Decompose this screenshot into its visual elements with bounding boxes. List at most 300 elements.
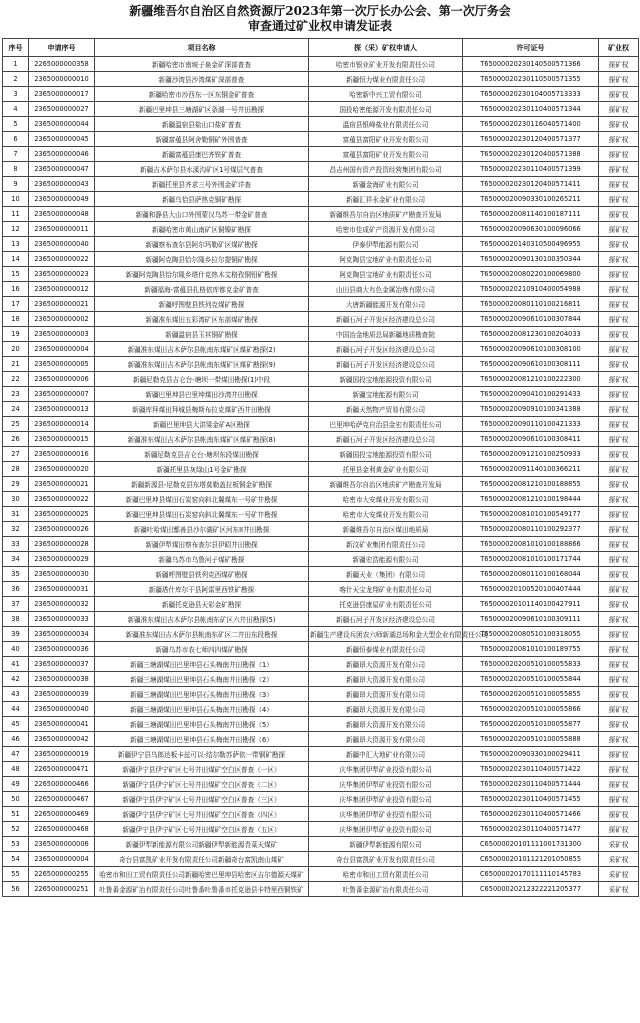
cell-license-no: T65000020080510100318055	[463, 627, 599, 642]
cell-application-no: 2365000000043	[29, 177, 95, 192]
cell-application-no: 2365000000040	[29, 702, 95, 717]
cell-project-name: 新疆哈密市南坡子泉金矿深部普查	[95, 57, 309, 72]
cell-index: 23	[3, 387, 29, 402]
table-row	[3, 522, 639, 537]
cell-right-type: 探矿权	[599, 282, 639, 297]
table-row	[3, 162, 639, 177]
cell-application-no: 2365000000026	[29, 522, 95, 537]
cell-right-type: 探矿权	[599, 417, 639, 432]
table-row	[3, 57, 639, 72]
cell-index: 37	[3, 597, 29, 612]
cell-index: 14	[3, 252, 29, 267]
table-row	[3, 342, 639, 357]
cell-license-no: T65000020230120400571411	[463, 177, 599, 192]
cell-license-no: T65000020230110400571422	[463, 762, 599, 777]
cell-application-no: 2365000000025	[29, 507, 95, 522]
table-row	[3, 567, 639, 582]
cell-index: 43	[3, 687, 29, 702]
cell-applicant: 新疆昂大资源开发有限公司	[309, 672, 463, 687]
cell-license-no: T65000020230110400571455	[463, 792, 599, 807]
cell-application-no: 2365000000044	[29, 117, 95, 132]
cell-applicant: 新疆昂大资源开发有限公司	[309, 657, 463, 672]
cell-applicant: 阿克陶县宝地矿业有限责任公司	[309, 252, 463, 267]
table-row	[3, 807, 639, 822]
cell-application-no: 2365000000045	[29, 132, 95, 147]
cell-right-type: 探矿权	[599, 552, 639, 567]
cell-right-type: 探矿权	[599, 672, 639, 687]
cell-index: 40	[3, 642, 29, 657]
cell-index: 22	[3, 372, 29, 387]
cell-project-name: 新疆尼勒克县吉仑台-塘坝一带煤田勘探(1)中段	[95, 372, 309, 387]
cell-right-type: 采矿权	[599, 837, 639, 852]
cell-index: 13	[3, 237, 29, 252]
cell-application-no: 2265000000255	[29, 867, 95, 882]
cell-applicant: 新疆恒泰煤业有限责任公司	[309, 642, 463, 657]
cell-application-no: 2365000000037	[29, 657, 95, 672]
cell-index: 54	[3, 852, 29, 867]
cell-project-name: 新疆塔什库尔干县阿雷里西铁矿勘探	[95, 582, 309, 597]
cell-applicant: 奇台县富凯矿业开发有限责任公司	[309, 852, 463, 867]
cell-project-name: 新疆准东煤田吉木萨尔县帐南东矿区二井田东段勘探	[95, 627, 309, 642]
cell-application-no: 2365000000006	[29, 372, 95, 387]
cell-project-name: 新疆福海-富蕴县扎格依库都克金矿普查	[95, 282, 309, 297]
cell-applicant: 庆华集团伊犁矿业投资有限公司	[309, 807, 463, 822]
cell-application-no: 2365000000049	[29, 192, 95, 207]
cell-right-type: 探矿权	[599, 792, 639, 807]
cell-project-name: 新疆新源县-尼勒克县东塔莫勒盖拉板铜金矿勘探	[95, 477, 309, 492]
cell-project-name: 新疆吐哈煤田鄯善县沙尔湖矿区河东II井田勘探	[95, 522, 309, 537]
cell-right-type: 探矿权	[599, 807, 639, 822]
cell-right-type: 采矿权	[599, 867, 639, 882]
table-row	[3, 837, 639, 852]
cell-index: 30	[3, 492, 29, 507]
cell-license-no: T65000020230110400571399	[463, 162, 599, 177]
cell-project-name: 新疆乌苏市农七师四四煤矿勘探	[95, 642, 309, 657]
cell-applicant: 阿克陶县宝地矿业有限责任公司	[309, 267, 463, 282]
cell-right-type: 探矿权	[599, 387, 639, 402]
cell-applicant: 新疆石河子开发区经济建设总公司	[309, 432, 463, 447]
cell-application-no: 2365000000033	[29, 612, 95, 627]
document-subtitle: 审查通过矿业权申请发证表	[247, 19, 392, 33]
cell-index: 41	[3, 657, 29, 672]
cell-license-no: T65000020081230100204033	[463, 327, 599, 342]
table-row	[3, 492, 639, 507]
cell-project-name: 吐鲁番金源矿冶有限责任公司吐鲁番吐鲁番市托克逊县卡特里西铜铁矿	[95, 882, 309, 897]
cell-project-name: 新疆伊犁新能源有限公司新疆伊犁新能源青菜天煤矿	[95, 837, 309, 852]
cell-application-no: 2365000000005	[29, 357, 95, 372]
cell-application-no: 2365000000016	[29, 447, 95, 462]
table-row	[3, 537, 639, 552]
cell-applicant: 巴里坤哈萨克自治县金宏有限责任公司	[309, 417, 463, 432]
table-row	[3, 372, 639, 387]
cell-project-name: 新疆准东煤田吉木萨尔县帐南东煤矿区煤矿勘探(9)	[95, 357, 309, 372]
cell-right-type: 探矿权	[599, 702, 639, 717]
table-row	[3, 447, 639, 462]
cell-index: 16	[3, 282, 29, 297]
table-row	[3, 132, 639, 147]
cell-index: 7	[3, 147, 29, 162]
cell-application-no: 2365000000046	[29, 147, 95, 162]
cell-project-name: 新疆富蕴县阿舍勒铜矿外围普查	[95, 132, 309, 147]
cell-index: 38	[3, 612, 29, 627]
document-title: 新疆维吾尔自治区自然资源厅2023年第一次厅长办公会、第一次厅务会	[129, 4, 511, 18]
cell-applicant: 吐鲁番金源矿冶有限责任公司	[309, 882, 463, 897]
cell-project-name: 新疆准东煤田吉木萨尔县帐南东矿区六井田勘探(5)	[95, 612, 309, 627]
cell-right-type: 探矿权	[599, 522, 639, 537]
header-index: 序号	[3, 39, 29, 57]
cell-right-type: 探矿权	[599, 342, 639, 357]
cell-license-no: T65000020080110100168044	[463, 567, 599, 582]
cell-index: 44	[3, 702, 29, 717]
cell-license-no: T65000020200510100055855	[463, 687, 599, 702]
cell-applicant: 新疆石河子开发区经济建设总公司	[309, 312, 463, 327]
cell-application-no: 2365000000042	[29, 732, 95, 747]
cell-right-type: 探矿权	[599, 582, 639, 597]
cell-license-no: T65000020200510100055844	[463, 672, 599, 687]
cell-project-name: 新疆伊宁县伊宁矿区七号井田煤矿空白区普查（四区）	[95, 807, 309, 822]
cell-applicant: 新疆昂大资源开发有限公司	[309, 732, 463, 747]
cell-application-no: 2265000000467	[29, 792, 95, 807]
table-row	[3, 297, 639, 312]
cell-license-no: T65000020230110500571355	[463, 72, 599, 87]
cell-right-type: 探矿权	[599, 507, 639, 522]
cell-index: 52	[3, 822, 29, 837]
cell-license-no: C65000020170111110145783	[463, 867, 599, 882]
cell-license-no: T65000020230110400571477	[463, 822, 599, 837]
cell-right-type: 探矿权	[599, 777, 639, 792]
cell-right-type: 探矿权	[599, 627, 639, 642]
cell-right-type: 探矿权	[599, 207, 639, 222]
cell-license-no: T65000020101140100427911	[463, 597, 599, 612]
cell-license-no: T65000020081210100188855	[463, 477, 599, 492]
cell-project-name: 新疆三塘湖煤田巴里坤县石头梅南井田勘探（4）	[95, 702, 309, 717]
table-row	[3, 687, 639, 702]
table-row	[3, 882, 639, 897]
cell-applicant: 庆华集团伊犁矿业投资有限公司	[309, 777, 463, 792]
cell-project-name: 新疆温宿县盐山口盐矿普查	[95, 117, 309, 132]
cell-application-no: 2365000000017	[29, 87, 95, 102]
cell-right-type: 探矿权	[599, 747, 639, 762]
cell-applicant: 哈密新中兴工贸有限公司	[309, 87, 463, 102]
cell-project-name: 新疆准东煤田吉木萨尔县帐南东煤矿区煤矿勘探(8)	[95, 432, 309, 447]
cell-application-no: 2365000000032	[29, 597, 95, 612]
table-row	[3, 612, 639, 627]
cell-right-type: 探矿权	[599, 222, 639, 237]
table-row	[3, 177, 639, 192]
cell-index: 33	[3, 537, 29, 552]
cell-applicant: 温宿县银峰盐业有限责任公司	[309, 117, 463, 132]
cell-applicant: 山田县商大有色金属冶炼有限公司	[309, 282, 463, 297]
cell-applicant: 哈密市大安煤业开发有限公司	[309, 507, 463, 522]
header-license-no: 许可证号	[463, 39, 599, 57]
cell-right-type: 探矿权	[599, 192, 639, 207]
cell-project-name: 新疆乌苏市乌鲁河子煤矿勘探	[95, 552, 309, 567]
cell-right-type: 探矿权	[599, 717, 639, 732]
cell-index: 47	[3, 747, 29, 762]
cell-license-no: T65000020230116040571400	[463, 117, 599, 132]
cell-right-type: 探矿权	[599, 372, 639, 387]
cell-project-name: 奇台县富凯矿业开发有限责任公司新疆奇台富凯南山煤矿	[95, 852, 309, 867]
cell-index: 2	[3, 72, 29, 87]
cell-application-no: 2365000000007	[29, 387, 95, 402]
cell-applicant: 中国冶金地质总局新疆地质勘查院	[309, 327, 463, 342]
cell-application-no: 2365000000013	[29, 402, 95, 417]
cell-project-name: 哈密市和田工贸有限责任公司新疆哈密巴里坤县哈密区吉尔德源天煤矿	[95, 867, 309, 882]
cell-applicant: 富蕴县富阳矿业开发有限公司	[309, 147, 463, 162]
cell-applicant: 哈密市和田工贸有限责任公司	[309, 867, 463, 882]
cell-index: 4	[3, 102, 29, 117]
cell-project-name: 新疆巴里坤县煤田石炭窑向斜北翼煤东一号矿井勘探	[95, 507, 309, 522]
cell-application-no: 2365000000011	[29, 222, 95, 237]
header-application-no: 申请序号	[29, 39, 95, 57]
cell-license-no: T65000020230120400571377	[463, 132, 599, 147]
cell-index: 39	[3, 627, 29, 642]
cell-right-type: 探矿权	[599, 297, 639, 312]
cell-index: 9	[3, 177, 29, 192]
cell-application-no: 2365000000004	[29, 852, 95, 867]
cell-right-type: 探矿权	[599, 657, 639, 672]
cell-index: 24	[3, 402, 29, 417]
cell-license-no: T65000020081010100549177	[463, 507, 599, 522]
cell-license-no: T65000020090610100308411	[463, 432, 599, 447]
cell-license-no: T65000020230120400571388	[463, 147, 599, 162]
cell-index: 51	[3, 807, 29, 822]
cell-right-type: 探矿权	[599, 612, 639, 627]
cell-applicant: 新疆石河子开发区经济建设总公司	[309, 342, 463, 357]
cell-license-no: T65000020140310500496955	[463, 237, 599, 252]
cell-right-type: 探矿权	[599, 597, 639, 612]
cell-applicant: 昌吉州国有资产投资经营集团有限公司	[309, 162, 463, 177]
table-row	[3, 432, 639, 447]
cell-license-no: T65000020081010100189755	[463, 642, 599, 657]
cell-application-no: 2365000000021	[29, 297, 95, 312]
cell-project-name: 新疆和静县大山口外围蒙汉乌苏一带金矿普查	[95, 207, 309, 222]
cell-application-no: 2365000000002	[29, 312, 95, 327]
cell-project-name: 新疆乌恰县萨热克铜矿勘探	[95, 192, 309, 207]
cell-license-no: T65000020200510100055888	[463, 732, 599, 747]
table-row	[3, 147, 639, 162]
table-row	[3, 747, 639, 762]
cell-index: 1	[3, 57, 29, 72]
cell-application-no: 2365000000038	[29, 672, 95, 687]
cell-license-no: T65000020090410100291433	[463, 387, 599, 402]
table-row	[3, 237, 639, 252]
cell-index: 25	[3, 417, 29, 432]
cell-project-name: 新疆三塘湖煤田巴里坤县石头梅南井田勘探（6）	[95, 732, 309, 747]
cell-project-name: 新疆库拜煤田拜城县梅斯布拉克煤矿西井田勘探	[95, 402, 309, 417]
cell-project-name: 新疆阿克陶县恰尔隆乡塔什克热木艾格孜铜铅矿勘探	[95, 267, 309, 282]
cell-application-no: 2265000000471	[29, 762, 95, 777]
cell-index: 31	[3, 507, 29, 522]
cell-right-type: 探矿权	[599, 312, 639, 327]
cell-index: 49	[3, 777, 29, 792]
cell-project-name: 新疆温宿县玉其铜矿勘探	[95, 327, 309, 342]
table-row	[3, 222, 639, 237]
cell-license-no: T65000020090910100341388	[463, 402, 599, 417]
cell-index: 20	[3, 342, 29, 357]
table-row	[3, 552, 639, 567]
cell-project-name: 新疆托克逊县天彩金矿勘探	[95, 597, 309, 612]
header-project-name: 项目名称	[95, 39, 309, 57]
table-row	[3, 732, 639, 747]
cell-application-no: 2365000000027	[29, 102, 95, 117]
cell-right-type: 探矿权	[599, 447, 639, 462]
cell-right-type: 探矿权	[599, 537, 639, 552]
cell-applicant: 新疆汇祥永金矿业有限公司	[309, 192, 463, 207]
cell-index: 18	[3, 312, 29, 327]
header-applicant: 探（采）矿权申请人	[309, 39, 463, 57]
cell-index: 53	[3, 837, 29, 852]
cell-project-name: 新疆三塘湖煤田巴里坤县石头梅南井田勘探（5）	[95, 717, 309, 732]
cell-index: 12	[3, 222, 29, 237]
cell-right-type: 探矿权	[599, 357, 639, 372]
cell-index: 21	[3, 357, 29, 372]
table-row	[3, 252, 639, 267]
table-row	[3, 582, 639, 597]
table-row	[3, 207, 639, 222]
cell-application-no: 2365000000036	[29, 642, 95, 657]
table-row	[3, 117, 639, 132]
cell-right-type: 探矿权	[599, 162, 639, 177]
cell-project-name: 新疆富蕴县康巴齐铁矿普查	[95, 147, 309, 162]
cell-license-no: T65000020091210100250933	[463, 447, 599, 462]
cell-right-type: 探矿权	[599, 147, 639, 162]
cell-license-no: T65000020090110100421333	[463, 417, 599, 432]
cell-license-no: T65000020081010100188866	[463, 537, 599, 552]
cell-license-no: T65000020080110100292377	[463, 522, 599, 537]
cell-license-no: T65000020230140500571366	[463, 57, 599, 72]
cell-applicant: 庆华集团伊犁矿业投资有限公司	[309, 822, 463, 837]
cell-index: 34	[3, 552, 29, 567]
cell-index: 55	[3, 867, 29, 882]
cell-project-name: 新疆伊宁县伊宁矿区七号井田煤矿空白区普查（一区）	[95, 762, 309, 777]
table-row	[3, 852, 639, 867]
cell-application-no: 2265000000469	[29, 807, 95, 822]
cell-applicant: 新疆国投宝地能源投资有限公司	[309, 447, 463, 462]
cell-project-name: 新疆呼图壁县铁列克煤矿勘探	[95, 297, 309, 312]
table-row	[3, 672, 639, 687]
cell-application-no: 2365000000023	[29, 267, 95, 282]
cell-index: 28	[3, 462, 29, 477]
table-row	[3, 507, 639, 522]
table-row	[3, 777, 639, 792]
cell-right-type: 探矿权	[599, 492, 639, 507]
cell-applicant: 新疆伊犁新能源有限公司	[309, 837, 463, 852]
cell-project-name: 新疆三塘湖煤田巴里坤县石头梅南井田勘探（2）	[95, 672, 309, 687]
cell-right-type: 探矿权	[599, 732, 639, 747]
table-row	[3, 387, 639, 402]
table-row	[3, 102, 639, 117]
cell-application-no: 2365000000048	[29, 207, 95, 222]
cell-project-name: 新疆吉木萨尔县水溪沟矿区1号煤层气普查	[95, 162, 309, 177]
table-row	[3, 597, 639, 612]
cell-right-type: 探矿权	[599, 267, 639, 282]
cell-license-no: T65000020230110400571444	[463, 777, 599, 792]
cell-project-name: 新疆哈密市黄山南矿区铜镍矿勘探	[95, 222, 309, 237]
cell-project-name: 新疆巴里坤县煤田石炭窑向斜北翼煤东一号矿井勘探	[95, 492, 309, 507]
cell-application-no: 2365000000019	[29, 747, 95, 762]
cell-project-name: 新疆哈密市沙西东一区东铜金矿普查	[95, 87, 309, 102]
permit-table	[2, 38, 639, 897]
cell-project-name: 新疆伊宁县伊宁矿区七号井田煤矿空白区普查（三区）	[95, 792, 309, 807]
cell-application-no: 2265000000251	[29, 882, 95, 897]
cell-license-no: T65000020090630100096066	[463, 222, 599, 237]
cell-application-no: 2365000000034	[29, 627, 95, 642]
header-row	[3, 39, 639, 57]
table-row	[3, 717, 639, 732]
cell-right-type: 探矿权	[599, 102, 639, 117]
table-row	[3, 267, 639, 282]
cell-index: 26	[3, 432, 29, 447]
cell-license-no: C65000020101111001731300	[463, 837, 599, 852]
cell-right-type: 探矿权	[599, 237, 639, 252]
cell-right-type: 探矿权	[599, 87, 639, 102]
cell-index: 10	[3, 192, 29, 207]
table-row	[3, 87, 639, 102]
cell-license-no: T65000020080220100069800	[463, 267, 599, 282]
cell-license-no: T65000020210910400054988	[463, 282, 599, 297]
cell-license-no: C65000020212322221205377	[463, 882, 599, 897]
cell-application-no: 2365000000040	[29, 237, 95, 252]
cell-index: 32	[3, 522, 29, 537]
cell-applicant: 新汶矿业集团有限责任公司	[309, 537, 463, 552]
cell-right-type: 探矿权	[599, 642, 639, 657]
cell-applicant: 富蕴县富阳矿业开发有限公司	[309, 132, 463, 147]
cell-license-no: T65000020090610100309111	[463, 612, 599, 627]
cell-applicant: 新疆石河子开发区经济建设总公司	[309, 612, 463, 627]
cell-index: 8	[3, 162, 29, 177]
cell-index: 36	[3, 582, 29, 597]
cell-license-no: T65000020200510100055877	[463, 717, 599, 732]
cell-project-name: 新疆巴里坤县大洪梁金矿A区勘探	[95, 417, 309, 432]
cell-application-no: 2365000000039	[29, 687, 95, 702]
cell-applicant: 新疆昂大资源开发有限公司	[309, 687, 463, 702]
cell-right-type: 探矿权	[599, 567, 639, 582]
cell-right-type: 探矿权	[599, 177, 639, 192]
cell-index: 45	[3, 717, 29, 732]
cell-license-no: T65000020090330100265211	[463, 192, 599, 207]
cell-applicant: 哈密市大安煤业开发有限公司	[309, 492, 463, 507]
cell-project-name: 新疆伊宁县伊宁矿区七号井田煤矿空白区普查（五区）	[95, 822, 309, 837]
cell-index: 6	[3, 132, 29, 147]
cell-applicant: 新疆金海矿业有限公司	[309, 177, 463, 192]
cell-right-type: 探矿权	[599, 477, 639, 492]
cell-application-no: 2265000000358	[29, 57, 95, 72]
cell-applicant: 新疆维吾尔自治区煤田地质局	[309, 522, 463, 537]
cell-index: 42	[3, 672, 29, 687]
cell-application-no: 2365000000021	[29, 477, 95, 492]
cell-index: 29	[3, 477, 29, 492]
cell-applicant: 庆华集团伊犁矿业投资有限公司	[309, 762, 463, 777]
table-row	[3, 282, 639, 297]
cell-index: 27	[3, 447, 29, 462]
cell-right-type: 探矿权	[599, 402, 639, 417]
cell-application-no: 2365000000020	[29, 462, 95, 477]
cell-application-no: 2365000000022	[29, 492, 95, 507]
cell-application-no: 2365000000022	[29, 252, 95, 267]
cell-applicant: 喀什天宝龙翔矿业有限责任公司	[309, 582, 463, 597]
cell-application-no: 2365000000041	[29, 717, 95, 732]
cell-applicant: 新疆维吾尔自治区地质矿产勘查开发局	[309, 477, 463, 492]
cell-application-no: 2365000000004	[29, 342, 95, 357]
cell-project-name: 新疆沙湾县沙湾煤矿深部普查	[95, 72, 309, 87]
cell-applicant: 新疆维吾尔自治区地质矿产勘查开发局	[309, 207, 463, 222]
cell-license-no: T65000020200510100055833	[463, 657, 599, 672]
table-row	[3, 657, 639, 672]
cell-license-no: T65000020081010100171744	[463, 552, 599, 567]
cell-project-name: 新疆伊宁县伊宁矿区七号井田煤矿空白区普查（二区）	[95, 777, 309, 792]
table-row	[3, 462, 639, 477]
